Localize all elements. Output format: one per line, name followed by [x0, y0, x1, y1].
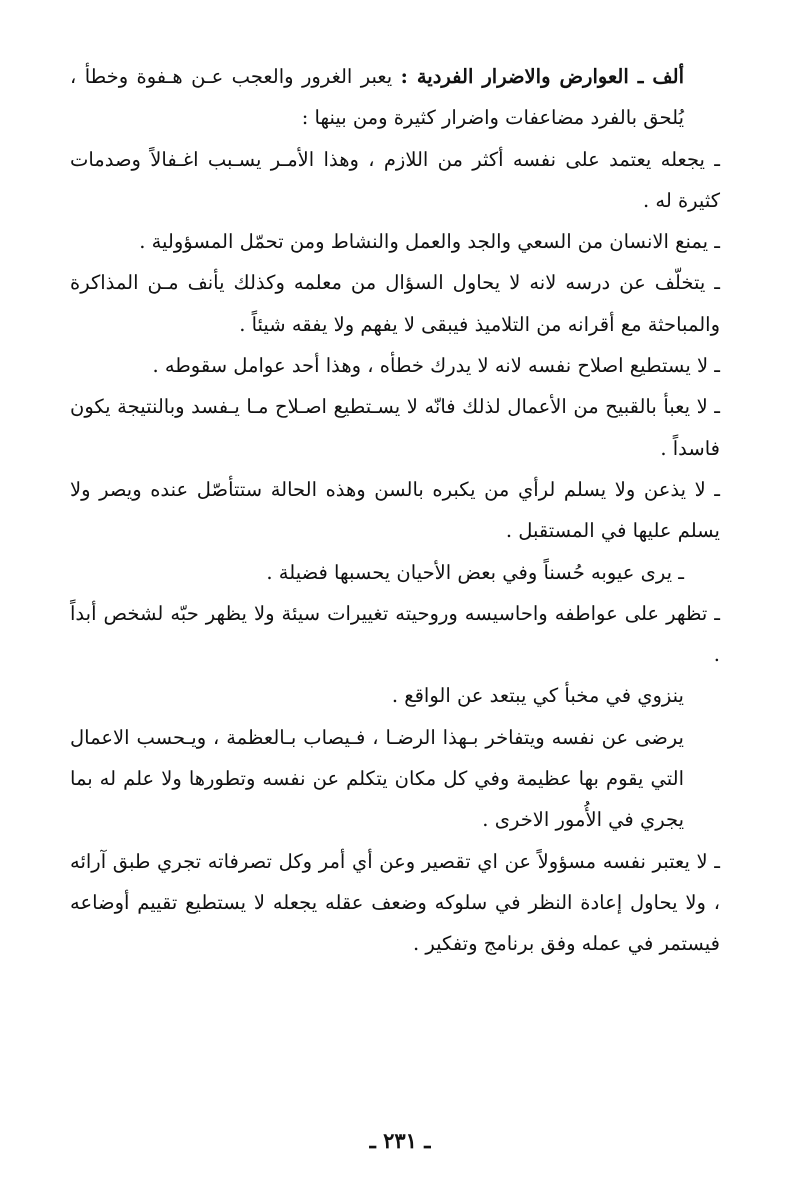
- list-item: ينزوي في مخبأ كي يبتعد عن الواقع .: [391, 684, 684, 708]
- list-item: ـ لا يذعن ولا يسلم لرأي من يكبره بالسن وهذه الحالة ستتأصّل عنده ويصر ولا يسلم عليها في المستقبل .: [70, 477, 720, 543]
- list-item: ـ لا يستطيع اصلاح نفسه لانه لا يدرك خطأه ، وهذا أحد عوامل سقوطه .: [152, 354, 720, 378]
- list-item: ـ تظهر على عواطفه واحاسيسه وروحيته تغييرات سيئة ولا يظهر حبّه لشخص أبداً .: [70, 601, 720, 667]
- page-number: ـ ٢٣١ ـ: [369, 1128, 431, 1153]
- list-item: يرضى عن نفسه ويتفاخر بـهذا الرضـا ، فـيصاب بـالعظمة ، ويـحسب الاعمال التي يقوم بها عظيمة وفي كل مكان يتكلم عن نفسه وتطورها ولا علم له بما يجري في الأُمور الاخرى .: [70, 725, 684, 832]
- list-item: ـ يتخلّف عن درسه لانه لا يحاول السؤال من معلمه وكذلك يأنف مـن المذاكرة والمباحثة مع أقرانه من التلاميذ فيبقى لا يفهم ولا يفقه شيئاً .: [70, 271, 720, 336]
- list-item: ـ لا يعتبر نفسه مسؤولاً عن اي تقصير وعن أي أمر وكل تصرفاته تجري طبق آرائه ، ولا يحاول إعادة النظر في سلوكه وضعف عقله يجعله لا يستطيع تقييم أوضاعه فيستمر في عمله وفق برنامج وتفكير .: [70, 849, 720, 956]
- paragraph-intro: [70, 56, 720, 139]
- list-item: ـ يجعله يعتمد على نفسه أكثر من اللازم ، وهذا الأمـر يسـبب اغـفالاً وصدمات كثيرة له .: [70, 147, 720, 212]
- list-item: ـ يمنع الانسان من السعي والجد والعمل والنشاط ومن تحمّل المسؤولية .: [139, 230, 720, 254]
- paragraph-text: يعبر الغرور والعجب عـن هـفوة وخطأ ، يُلحق بالفرد مضاعفات واضرار كثيرة ومن بينها :: [70, 65, 684, 130]
- list-item: ـ لا يعبأ بالقبيح من الأعمال لذلك فانّه لا يسـتطيع اصـلاح مـا يـفسد وبالنتيجة يكون فاسداً .: [70, 395, 720, 460]
- section-heading: ألف ـ العوارض والاضرار الفردية :: [400, 65, 684, 88]
- body-text: [70, 56, 720, 965]
- list-item: ـ يرى عيوبه حُسناً وفي بعض الأحيان يحسبها فضيلة .: [266, 560, 684, 584]
